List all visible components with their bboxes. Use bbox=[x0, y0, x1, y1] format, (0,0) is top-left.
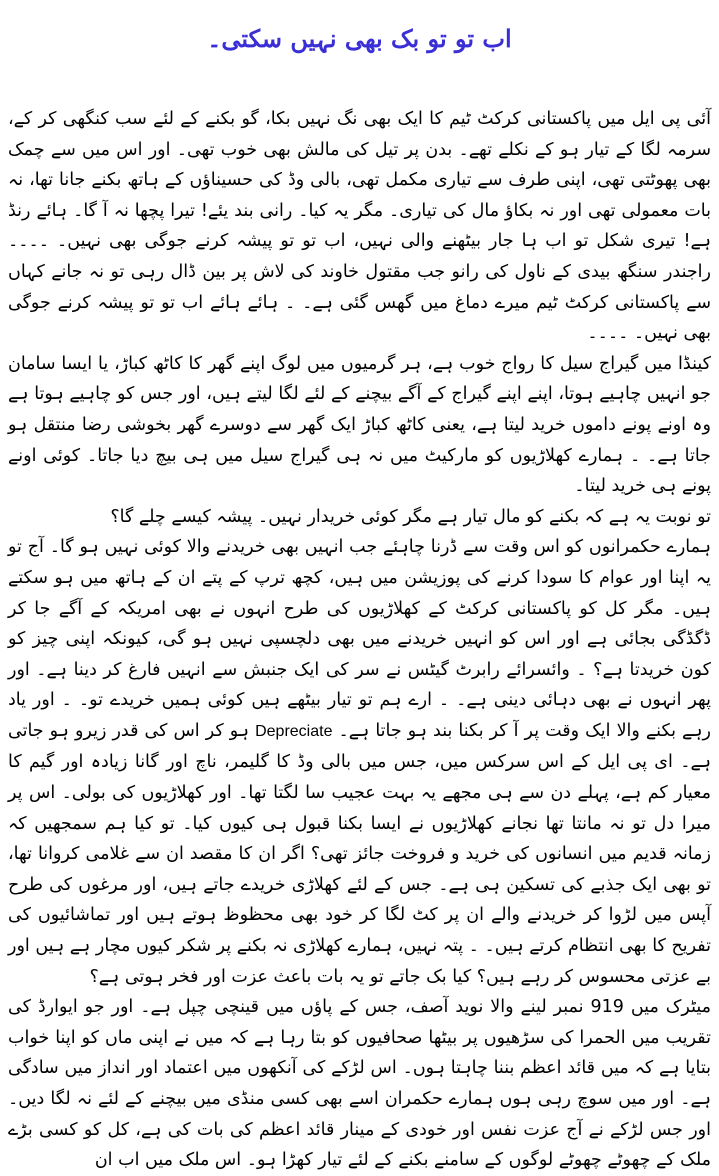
article-body bbox=[8, 104, 711, 1176]
paragraph-no-buyer: تو نوبت یہ ہے کہ بکنے کو مال تیار ہے مگر کوئی خریدار نہیں۔ پیشہ کیسے چلے گا؟ bbox=[110, 506, 711, 527]
english-word-depreciate: Depreciate bbox=[255, 722, 333, 740]
paragraph-ipl-intro: آئی پی ایل میں پاکستانی کرکٹ ٹیم کا ایک بھی نگ نہیں بکا، گو بکنے کے لئے سب کنگھی کر کے، سرمہ لگا کے تیار ہو کے نکلے تھے۔ بدن پر تیل کی مالش بھی خوب تھی۔ اور اس میں سے چمک بھی پھوٹتی تھی، اپنی طرف سے تیاری مکمل تھی، بالی وڈ کی حسیناؤں کے ہاتھ بکنے جانا تھا، نہ بات معمولی تھی اور نہ بکاؤ مال کی تیاری۔ مگر یہ کیا۔ رانی بند یئے! تیرا پچھا نہ آ گا۔ ہائے رنڈ ہے! تیری شکل تو اب ہا جار بیٹھنے والی نہیں، اب تو تو پیشہ کرنے جوگی بھی نہیں۔ ۔۔۔۔ راجندر سنگھ بیدی کے ناول کی رانو جب مقتول خاوند کی لاش پر بین ڈال رہی تو نہ جانے کہاں سے پاکستانی کرکٹ ٹیم میرے دماغ میں گھس گئی ہے۔ ۔ ہائے ہائے اب تو تو پیشہ کرنے جوگی بھی نہیں۔ ۔۔۔۔ bbox=[8, 109, 711, 344]
paragraph-rulers bbox=[8, 532, 711, 992]
paragraph-garage-sale: کینڈا میں گیراج سیل کا رواج خوب ہے، ہر گرمیوں میں لوگ اپنے گھر کا کاٹھ کباڑ، یا ایسا سامان جو انہیں چاہیے ہوتا، اپنے اپنے گیراج کے آگے بیچنے کے لئے لگا لیتے ہیں، اور جس کو چاہیے ہوتا ہے وہ اونے پونے داموں خرید لیتا ہے، یعنی کاٹھ کباڑ ایک گھر سے دوسرے گھر بخوشی رضا منتقل ہو جاتا ہے۔ ۔ ہمارے کھلاڑیوں کو مارکیٹ میں نہ ہی گیراج سیل میں ہی بیچ دیا جاتا۔ کوئی اونے پونے ہی خرید لیتا۔ bbox=[8, 353, 711, 497]
article-title: اب تو تو بک بھی نہیں سکتی۔ bbox=[207, 24, 512, 53]
paragraph-rulers-continued: ہو کر اس کی قدر زیرو ہو جاتی ہے۔ ای پی ایل کے اس سرکس میں، جس میں بالی وڈ کا گلیمر، ناچ اور گانا زیادہ اور گیم کا معیار کم ہے، پہلے دن سے ہی مجھے یہ بہت عجیب سا لگتا تھا۔ اور کھلاڑیوں کی بولی۔ اس پر میرا دل تو نہ مانتا تھا نجانے کھلاڑیوں نے ایسا بکنا قبول ہی کیوں کیا۔ تو کیا ہم سمجھیں کہ زمانہ قدیم میں انسانوں کی خرید و فروخت جائز تھی؟ اگر ان کا مقصد ان سے غلامی کروانا تھا، تو بھی ایک جذبے کی تسکین ہی ہے۔ جس کے لئے کھلاڑی خریدے جاتے ہیں، اور مرغوں کی طرح آپس میں لڑوا کر خریدنے والے ان پر کٹ لگا کر خود بھی محظوظ ہوتے ہیں اور تماشائیوں کی تفریح کا بھی انتظام کرتے ہیں۔ ۔ پتہ نہیں، ہمارے کھلاڑی نہ بکنے پر شکر کیوں مچار ہے ہیں اور بے عزتی محسوس کر رہے ہیں؟ کیا بک جاتے تو یہ بات باعث عزت اور فخر ہوتی ہے؟ bbox=[8, 720, 711, 987]
paragraph-rulers-text: ہمارے حکمرانوں کو اس وقت سے ڈرنا چاہئے جب انہیں بھی خریدنے والا کوئی نہیں ہو گا۔ آج تو یہ اپنا اور عوام کا سودا کرنے کی پوزیشن میں ہیں، کچھ ترپ کے پتے ان کے ہاتھ میں ہو سکتے ہیں۔ مگر کل کو پاکستانی کرکٹ کے کھلاڑیوں کی طرح انہوں نے بھی امریکہ کے آگے جا کر ڈگڈگی بجائی ہے اور اس کو انہیں خریدنے میں بھی دلچسپی نہیں ہو گی، کیونکہ اپنی چیز کو کون خریدتا ہے؟ ۔ وائسرائے رابرٹ گیٹس نے سر کی ایک جنبش سے انہیں فارغ کر دینا ہے۔ اور پھر انہوں نے بھی دہائی دینی ہے۔ ۔ ارے ہم تو تیار بیٹھے ہیں کوئی ہمیں خریدے تو۔ ۔ اور یاد رہے بکنے والا ایک وقت پر آ کر بکنا بند ہو جاتا ہے۔ bbox=[8, 537, 711, 741]
paragraph-naveed-asif: میٹرک میں 919 نمبر لینے والا نوید آصف، جس کے پاؤں میں قینچی چپل ہے۔ اور جو ایوارڈ کی تقریب میں الحمرا کی سڑھیوں پر بیٹھا صحافیوں کو بتا رہا ہے کہ میں نے اپنی ماں کو اپنا خواب بتایا ہے کہ میں قائد اعظم بننا چاہتا ہوں۔ اس لڑکے کی آنکھوں میں اعتماد اور انداز میں سادگی ہے۔ اور میں سوچ رہی ہوں ہمارے حکمران اسے بھی کسی منڈی میں بیچنے کے لئے نہ لگا دیں۔ اور جس لڑکے نے آج عزت نفس اور خودی کے مینار قائد اعظم کی بات کی ہے، کل کو کسی بڑے ملک کے چھوٹے چھوٹے لوگوں کے سامنے بکنے کے لئے تیار کھڑا ہو۔ اس ملک میں اب ان bbox=[8, 997, 712, 1171]
